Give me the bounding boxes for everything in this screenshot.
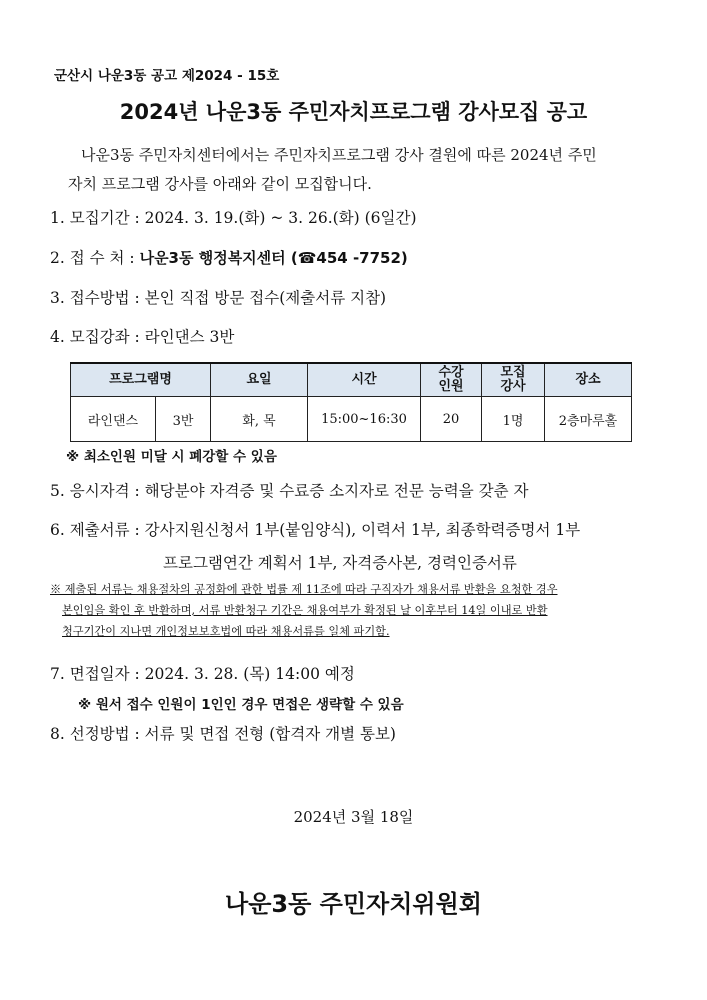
notice-number: 군산시 나운3동 공고 제2024 - 15호 [54,68,280,84]
td-program-name: 라인댄스 [71,397,156,442]
note-docs-line-3: 청구기간이 지나면 개인정보보호법에 따라 채용서류를 일체 파기함. [62,625,390,638]
td-instructors: 1명 [482,397,545,442]
item-documents-line-2: 프로그램연간 계획서 1부, 자격증사본, 경력인증서류 [163,554,517,572]
table-row [71,397,632,442]
item-reception-label: 2. 접 수 처 : [50,249,140,267]
th-time: 시간 [308,363,421,397]
issuer-name: 나운3동 주민자치위원회 [225,890,482,918]
td-day: 화, 목 [211,397,308,442]
intro-line-1: 나운3동 주민자치센터에서는 주민자치프로그램 강사 결원에 따른 2024년 주민 [81,146,597,164]
item-course: 4. 모집강좌 : 라인댄스 3반 [50,328,235,346]
td-capacity: 20 [421,397,482,442]
td-place: 2층마루홀 [545,397,632,442]
notice-date: 2024년 3월 18일 [293,808,414,826]
note-interview-skip: ※ 원서 접수 인원이 1인인 경우 면접은 생략할 수 있음 [78,697,404,713]
page-title: 2024년 나운3동 주민자치프로그램 강사모집 공고 [119,100,588,124]
th-capacity: 수강 인원 [421,363,482,397]
item-selection-method: 8. 선정방법 : 서류 및 면접 전형 (합격자 개별 통보) [50,725,396,743]
item-interview-date: 7. 면접일자 : 2024. 3. 28. (목) 14:00 예정 [50,665,355,683]
note-min-enrollment: ※ 최소인원 미달 시 폐강할 수 있음 [66,449,277,465]
th-place: 장소 [545,363,632,397]
td-time: 15:00~16:30 [308,397,421,442]
program-table [70,362,632,442]
th-program: 프로그램명 [71,363,211,397]
item-method: 3. 접수방법 : 본인 직접 방문 접수(제출서류 지참) [50,289,387,307]
note-docs-line-1: ※ 제출된 서류는 채용절차의 공정화에 관한 법률 제 11조에 따라 구직자가 채용서류 반환을 요청한 경우 [50,583,558,596]
table-header-row [71,363,632,397]
th-day: 요일 [211,363,308,397]
note-docs-line-2: 본인임을 확인 후 반환하며, 서류 반환청구 기간은 채용여부가 확정된 날 이후부터 14일 이내로 반환 [62,604,548,617]
item-recruit-period: 1. 모집기간 : 2024. 3. 19.(화) ~ 3. 26.(화) (6일간) [50,209,417,227]
item-reception-value: 나운3동 행정복지센터 (☎454 -7752) [139,249,408,267]
intro-line-2: 자치 프로그램 강사를 아래와 같이 모집합니다. [68,175,372,193]
item-reception [50,246,408,268]
item-qualification: 5. 응시자격 : 해당분야 자격증 및 수료증 소지자로 전문 능력을 갖춘 자 [50,482,529,500]
note-document-return [50,579,660,642]
td-class: 3반 [156,397,211,442]
item-documents-line-1: 6. 제출서류 : 강사지원신청서 1부(붙임양식), 이력서 1부, 최종학력증명서 1부 [50,521,581,539]
intro-paragraph [68,141,668,199]
th-instructors: 모집 강사 [482,363,545,397]
